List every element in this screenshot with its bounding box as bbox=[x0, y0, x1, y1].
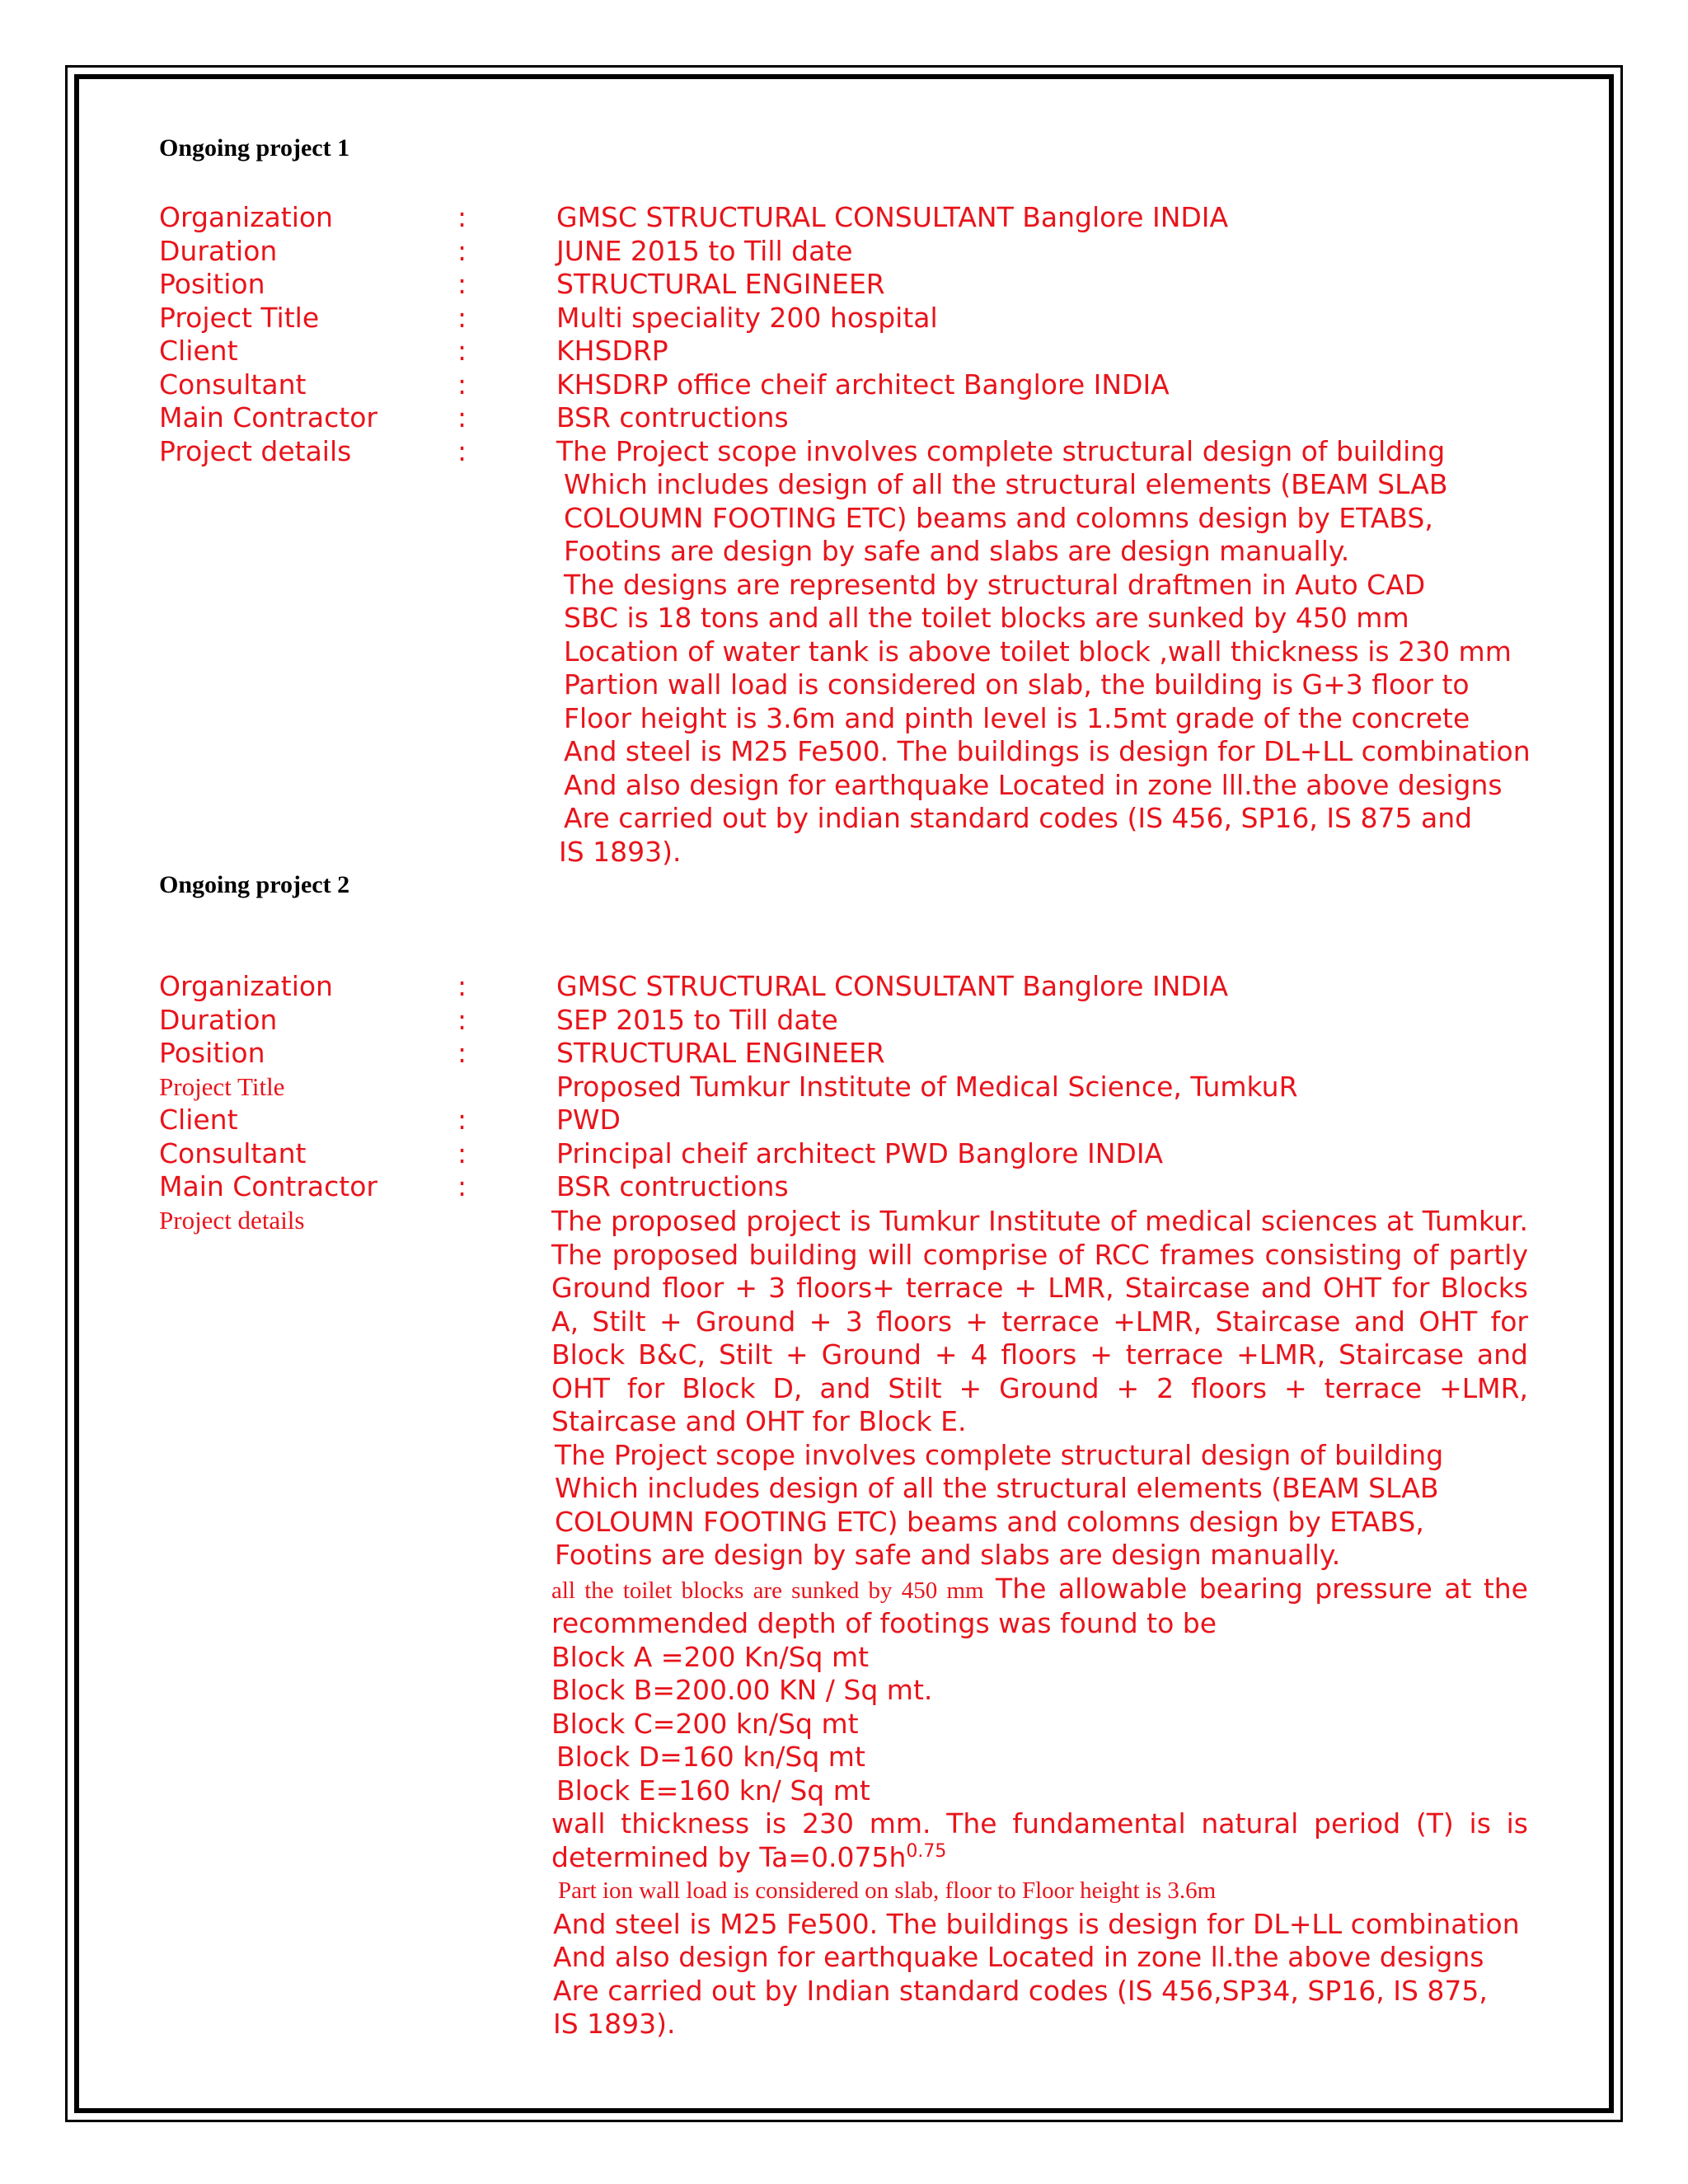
field-row-main-contractor bbox=[159, 1170, 1560, 1204]
field-row-project-details bbox=[159, 435, 1560, 469]
field-label: Consultant bbox=[159, 368, 307, 401]
details-line: Location of water tank is above toilet block ,wall thickness is 230 mm bbox=[564, 635, 1512, 668]
final-line: And also design for earthquake Located in zone ll.the above designs bbox=[553, 1941, 1484, 1973]
scope-line: Footins are design by safe and slabs are design manually. bbox=[555, 1539, 1341, 1571]
field-label: Position bbox=[159, 1037, 265, 1069]
toilet-blocks-text: all the toilet blocks are sunked by 450 mm bbox=[551, 1577, 984, 1604]
field-colon: : bbox=[457, 434, 467, 467]
field-label: Project details bbox=[159, 434, 352, 467]
field-value: KHSDRP bbox=[556, 335, 668, 367]
field-colon: : bbox=[457, 1003, 467, 1036]
field-label: Position bbox=[159, 268, 265, 300]
field-row-position bbox=[159, 1037, 1560, 1071]
field-label: Duration bbox=[159, 1003, 278, 1036]
field-row-organization bbox=[159, 201, 1560, 235]
field-row-duration bbox=[159, 235, 1560, 269]
final-line: And steel is M25 Fe500. The buildings is design for DL+LL combination bbox=[553, 1907, 1520, 1940]
block-line: Block A =200 Kn/Sq mt bbox=[551, 1640, 870, 1673]
wall-paragraph bbox=[551, 1807, 1528, 1874]
field-value: SEP 2015 to Till date bbox=[556, 1003, 838, 1036]
field-colon: : bbox=[457, 301, 467, 334]
field-row-position bbox=[159, 268, 1560, 302]
field-row-duration bbox=[159, 1004, 1560, 1038]
field-row-project-title bbox=[159, 1071, 1560, 1104]
field-colon: : bbox=[457, 335, 467, 367]
field-label: Main Contractor bbox=[159, 401, 377, 434]
exponent: 0.75 bbox=[906, 1840, 947, 1862]
field-label: Client bbox=[159, 335, 238, 367]
scope-line: COLOUMN FOOTING ETC) beams and colomns design by ETABS, bbox=[555, 1505, 1424, 1538]
final-line: IS 1893). bbox=[553, 2008, 676, 2040]
intro-paragraph: The proposed project is Tumkur Institute of medical sciences at Tumkur. The proposed building will comprise of RCC frames consisting of partly Ground floor + 3 floors+ terrace + LMR, Staircase and OHT for Blocks A, Stilt + Ground + 3 floors + terrace +LMR, Staircase and OHT for Block B&C, Stilt + Ground + 4 floors + terrace +LMR, Staircase and OHT for Block D, and Stilt + Ground + 2 floors + terrace +LMR, Staircase and OHT for Block E. bbox=[551, 1205, 1528, 1437]
block-line: Block C=200 kn/Sq mt bbox=[551, 1707, 859, 1740]
field-label: Duration bbox=[159, 234, 278, 267]
field-value: PWD bbox=[556, 1104, 621, 1136]
details-line: And steel is M25 Fe500. The buildings is design for DL+LL combination bbox=[564, 735, 1531, 767]
field-colon: : bbox=[457, 234, 467, 267]
project-2-details-text bbox=[551, 1205, 1528, 2041]
field-value: STRUCTURAL ENGINEER bbox=[556, 1037, 885, 1069]
field-colon: : bbox=[457, 1137, 467, 1169]
field-label: Organization bbox=[159, 201, 333, 233]
details-line: Which includes design of all the structural elements (BEAM SLAB bbox=[564, 468, 1448, 500]
details-line: Footins are design by safe and slabs are design manually. bbox=[564, 535, 1350, 567]
field-value: Principal cheif architect PWD Banglore INDIA bbox=[556, 1137, 1164, 1169]
field-label: Consultant bbox=[159, 1137, 307, 1169]
details-line: Floor height is 3.6m and pinth level is 1.5mt grade of the concrete bbox=[564, 701, 1470, 734]
field-value: GMSC STRUCTURAL CONSULTANT Banglore INDIA bbox=[556, 970, 1229, 1002]
field-colon: : bbox=[457, 970, 467, 1002]
field-value: KHSDRP office cheif architect Banglore INDIA bbox=[556, 368, 1170, 401]
field-row-organization bbox=[159, 970, 1560, 1004]
field-value: JUNE 2015 to Till date bbox=[556, 234, 853, 267]
field-label: Main Contractor bbox=[159, 1170, 377, 1202]
field-row-main-contractor bbox=[159, 401, 1560, 435]
field-colon: : bbox=[457, 1037, 467, 1069]
details-line: The designs are representd by structural draftmen in Auto CAD bbox=[564, 568, 1426, 601]
project-1-fields bbox=[159, 201, 1560, 468]
field-label: Project details bbox=[159, 1205, 305, 1235]
block-line: Block D=160 kn/Sq mt bbox=[556, 1741, 865, 1773]
field-colon: : bbox=[457, 201, 467, 233]
field-colon: : bbox=[457, 1170, 467, 1202]
project-2-section bbox=[159, 869, 1560, 902]
details-line: And also design for earthquake Located in zone lll.the above designs bbox=[564, 768, 1503, 801]
field-label: Organization bbox=[159, 970, 333, 1002]
field-colon: : bbox=[457, 401, 467, 434]
details-line: Are carried out by indian standard codes (IS 456, SP16, IS 875 and bbox=[564, 802, 1473, 834]
field-value: Proposed Tumkur Institute of Medical Science, TumkuR bbox=[556, 1070, 1298, 1103]
field-colon: : bbox=[457, 268, 467, 300]
field-value: GMSC STRUCTURAL CONSULTANT Banglore INDIA bbox=[556, 201, 1229, 233]
field-value: Multi speciality 200 hospital bbox=[556, 301, 938, 334]
field-row-project-title bbox=[159, 302, 1560, 335]
field-label: Project Title bbox=[159, 301, 320, 334]
project-1-heading: Ongoing project 1 bbox=[159, 134, 350, 162]
wall-text: wall thickness is 230 mm. The fundamental natural period (T) is is determined by Ta=0.075h bbox=[551, 1807, 1528, 1873]
partition-line: Part ion wall load is considered on slab, floor to Floor height is 3.6m bbox=[558, 1877, 1217, 1904]
project-1-details-text bbox=[559, 468, 1531, 869]
field-value: BSR contructions bbox=[556, 401, 789, 434]
project-2-fields bbox=[159, 970, 1560, 1237]
field-label: Client bbox=[159, 1104, 238, 1136]
block-line: Block B=200.00 KN / Sq mt. bbox=[551, 1674, 933, 1706]
details-line: COLOUMN FOOTING ETC) beams and colomns design by ETABS, bbox=[564, 501, 1433, 534]
field-row-client bbox=[159, 335, 1560, 368]
field-value: STRUCTURAL ENGINEER bbox=[556, 268, 885, 300]
details-line: SBC is 18 tons and all the toilet blocks are sunked by 450 mm bbox=[564, 602, 1409, 634]
details-line: Partion wall load is considered on slab, the building is G+3 floor to bbox=[564, 668, 1470, 701]
details-line: IS 1893). bbox=[559, 835, 682, 868]
field-colon: : bbox=[457, 1104, 467, 1136]
project-2-heading: Ongoing project 2 bbox=[159, 871, 350, 898]
block-line: Block E=160 kn/ Sq mt bbox=[556, 1774, 870, 1807]
field-value: BSR contructions bbox=[556, 1170, 789, 1202]
field-row-consultant bbox=[159, 1137, 1560, 1171]
field-label: Project Title bbox=[159, 1071, 285, 1101]
bearing-paragraph bbox=[551, 1572, 1528, 1641]
field-row-client bbox=[159, 1104, 1560, 1137]
final-line: Are carried out by Indian standard codes (IS 456,SP34, SP16, IS 875, bbox=[553, 1974, 1488, 2007]
field-colon: : bbox=[457, 368, 467, 401]
scope-line: Which includes design of all the structural elements (BEAM SLAB bbox=[555, 1472, 1439, 1504]
scope-line: The Project scope involves complete structural design of building bbox=[555, 1438, 1444, 1471]
bearing-text: The allowable bearing pressure at the recommended depth of footings was found to be bbox=[551, 1572, 1528, 1639]
project-1-section bbox=[159, 132, 1560, 165]
field-value: The Project scope involves complete structural design of building bbox=[556, 434, 1446, 467]
field-row-consultant bbox=[159, 368, 1560, 402]
